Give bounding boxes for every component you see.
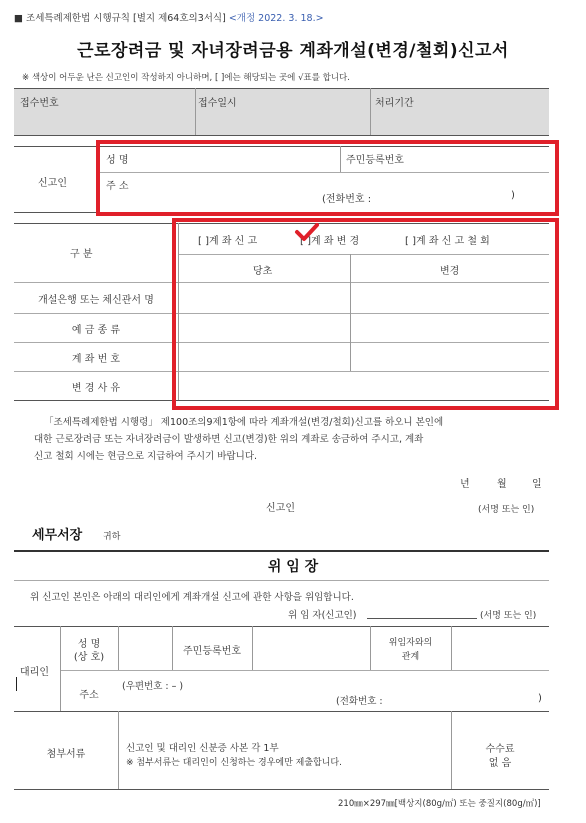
agent-rrn-field[interactable]	[254, 628, 368, 668]
form-reference: ■ 조세특례제한법 시행규칙 [별지 제64호의3서식] <개정 2022. 3. 18.>	[14, 13, 324, 24]
reporter-phone-close: )	[511, 190, 515, 201]
delegator-signature-field[interactable]	[367, 610, 477, 619]
text-cursor	[16, 677, 17, 691]
processing-period-label: 처리기간	[375, 98, 414, 109]
agent-relation-label-2: 관계	[401, 652, 420, 662]
reporter-highlight-box	[96, 140, 559, 216]
category-highlight-box	[172, 218, 559, 410]
signer-sign-note: (서명 또는 인)	[478, 505, 535, 515]
date-day-label: 일	[532, 479, 542, 490]
agent-relation-field[interactable]	[453, 628, 547, 668]
date-year-label: 년	[460, 479, 470, 490]
reporter-phone-label: (전화번호 :	[322, 194, 372, 205]
agent-trade-name-label: (상 호)	[73, 652, 105, 663]
attachments-line-1: 신고인 및 대리인 신분증 사본 각 1부	[126, 743, 279, 754]
attachments-line-2: ※ 첨부서류는 대리인이 신청하는 경우에만 제출합니다.	[126, 758, 342, 768]
agent-address-field[interactable]	[120, 673, 547, 709]
row-change-reason-label: 변 경 사 유	[71, 383, 121, 394]
agent-phone-close: )	[538, 693, 542, 704]
reporter-address-label: 주 소	[106, 181, 129, 192]
agent-name-label: 성 명	[77, 639, 101, 650]
receipt-number-label: 접수번호	[20, 98, 59, 109]
receipt-section	[14, 88, 549, 135]
addressee-suffix: 귀하	[103, 532, 121, 542]
addressee-name: 세무서장	[32, 528, 83, 543]
receipt-date-label: 접수일시	[198, 98, 237, 109]
declaration-line-2: 대한 근로장려금 또는 자녀장려금이 발생하면 신고(변경)한 위의 계좌로 송금하여 주시고, 계좌	[34, 434, 424, 445]
option-account-change[interactable]: [ ]계 좌 변 경	[300, 236, 360, 247]
declaration-line-1: 「조세특례제한법 시행령」 제100조의9제1항에 따라 계좌개설(변경/철회)신고를 하오니 본인에	[44, 417, 444, 428]
delegation-text: 위 신고인 본인은 아래의 대리인에게 계좌개설 신고에 관한 사항을 위임합니다.	[30, 592, 354, 603]
row-bank-label: 개설은행 또는 체신관서 명	[38, 295, 154, 306]
form-title: 근로장려금 및 자녀장려금용 계좌개설(변경/철회)신고서	[77, 41, 509, 61]
agent-relation-label: 위임자와의	[388, 638, 433, 648]
reporter-rrn-label: 주민등록번호	[346, 155, 404, 166]
delegator-label: 위 임 자(신고인)	[288, 610, 357, 621]
option-account-cancel[interactable]: [ ]계 좌 신 고 철 회	[405, 236, 490, 247]
amendment-note: <개정 2022. 3. 18.>	[228, 13, 324, 24]
bullet-icon: ■	[14, 13, 23, 24]
agent-postal-label: (우편번호 : – )	[122, 681, 184, 692]
option-account-report[interactable]: [ ]계 좌 신 고	[198, 236, 258, 247]
agent-name-field[interactable]	[120, 628, 170, 668]
fill-notice: ※ 색상이 어두운 난은 신고인이 작성하지 아니하며, [ ]에는 해당되는 곳에 √표를 합니다.	[22, 73, 350, 83]
agent-phone-label: (전화번호 :	[336, 696, 383, 707]
row-account-number-label: 계 좌 번 호	[71, 354, 121, 365]
reporter-name-label: 성 명	[106, 155, 129, 166]
column-changed-label: 변경	[440, 266, 460, 277]
category-label: 구 분	[70, 249, 93, 260]
attachments-label: 첨부서류	[46, 749, 86, 760]
agent-rrn-label: 주민등록번호	[183, 646, 241, 657]
agent-section-label: 대리인	[20, 667, 49, 678]
fee-value: 없 음	[488, 758, 512, 769]
reporter-section-label: 신고인	[38, 178, 67, 189]
paper-spec-footer: 210㎜×297㎜[백상지(80g/㎡) 또는 중질지(80g/㎡)]	[338, 799, 541, 809]
row-deposit-type-label: 예 금 종 류	[71, 325, 121, 336]
delegation-title: 위 임 장	[267, 559, 319, 575]
declaration-line-3: 신고 철회 시에는 현금으로 지급하여 주시기 바랍니다.	[34, 451, 258, 462]
agent-address-label: 주소	[79, 690, 99, 701]
fee-label: 수수료	[485, 744, 515, 755]
date-month-label: 월	[497, 479, 507, 490]
delegator-sign-note: (서명 또는 인)	[480, 611, 537, 621]
column-original-label: 당초	[253, 266, 273, 277]
signer-label: 신고인	[266, 503, 295, 514]
